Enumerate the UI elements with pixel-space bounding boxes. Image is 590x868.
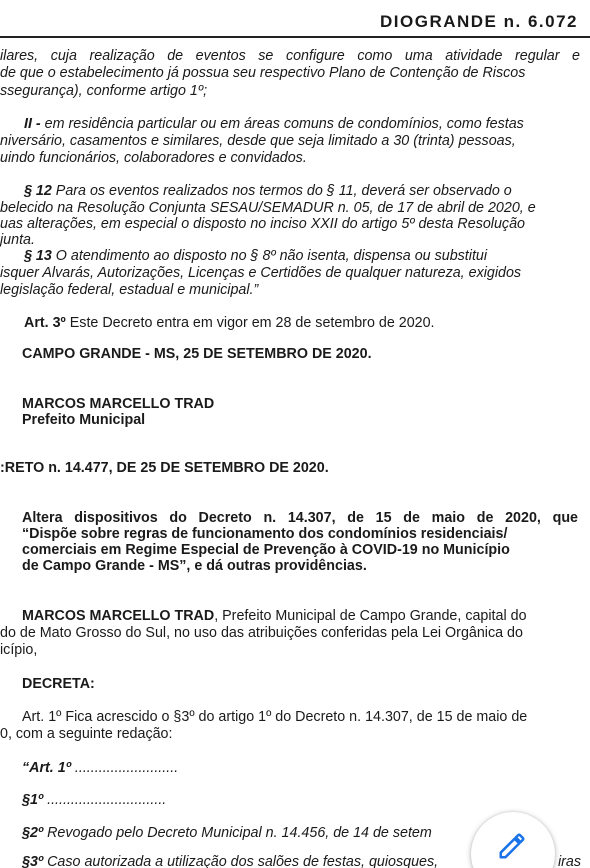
paragraph-mark: §2º [22,825,44,841]
text-line: junta. [0,232,35,248]
text-line: iras [558,854,582,868]
text-line: de que o estabelecimento já possua seu respectivo Plano de Contenção de Riscos [0,65,526,81]
text-line: icípio, [0,642,38,658]
paragraph-mark: §1º [22,792,44,808]
text-line: ssegurança), conforme artigo 1º; [0,83,208,99]
summary-line: comerciais em Regime Especial de Prevenção à COVID-19 no Município [22,542,510,558]
summary-line: de Campo Grande - MS”, e dá outras providências. [22,558,367,574]
text-line: do de Mato Grosso do Sul, no uso das atribuições conferidas pela Lei Orgânica do [0,625,523,641]
decreta-heading: DECRETA: [22,676,95,692]
text-line: legislação federal, estadual e municipal.” [0,282,259,298]
paragraph-mark: § 12 [24,183,52,199]
text-line: Art. 1º Fica acrescido o §3º do artigo 1º do Decreto n. 14.307, de 15 de maio de [22,709,528,725]
text-line: §3º Caso autorizada a utilização dos salões de festas, quiosques, [22,854,439,868]
text-line: MARCOS MARCELLO TRAD, Prefeito Municipal de Campo Grande, capital do [22,608,527,624]
text-line: uindo funcionários, colaboradores e convidados. [0,150,307,166]
text-line: II - em residência particular ou em áreas comuns de condomínios, como festas [24,116,524,132]
summary-line: “Dispõe sobre regras de funcionamento dos condomínios residenciais/ [22,526,508,542]
place-date: CAMPO GRANDE - MS, 25 DE SETEMBRO DE 2020. [22,346,372,362]
text-line: belecido na Resolução Conjunta SESAU/SEMADUR n. 05, de 17 de abril de 2020, e [0,200,536,216]
text-line: Art. 3º Este Decreto entra em vigor em 28 de setembro de 2020. [24,315,435,331]
text-line: § 13 O atendimento ao disposto no § 8º não isenta, dispensa ou substitui [24,248,488,264]
pencil-icon [497,831,527,861]
text-line: “Art. 1º .......................... [22,760,179,776]
text-line: §2º Revogado pelo Decreto Municipal n. 14.456, de 14 de setem [22,825,432,841]
paragraph-mark: §3º [22,854,44,868]
summary-line: Altera dispositivos do Decreto n. 14.307, de 15 de maio de 2020, que [22,510,578,526]
text-line: ilares, cuja realização de eventos se configure como uma atividade regular e [0,48,580,64]
signer-title: Prefeito Municipal [22,412,146,428]
text-line: niversário, casamentos e similares, desde que seja limitado a 30 (trinta) pessoas, [0,133,516,149]
text-line: §1º .............................. [22,792,167,808]
paragraph-mark: § 13 [24,248,52,264]
item-label: II - [24,116,41,132]
edit-button[interactable] [471,812,555,868]
decree-title: :RETO n. 14.477, DE 25 DE SETEMBRO DE 2020. [0,460,329,476]
quoted-article-label: “Art. 1º [22,760,71,776]
article-label: Art. 3º [24,315,66,331]
text-line: uas alterações, em especial o disposto no inciso XXII do artigo 5º desta Resolução [0,216,525,232]
text-line: 0, com a seguinte redação: [0,726,173,742]
mayor-name: MARCOS MARCELLO TRAD [22,608,215,624]
text-line: isquer Alvarás, Autorizações, Licenças e Certidões de qualquer natureza, exigidos [0,265,522,281]
text-line: § 12 Para os eventos realizados nos termos do § 11, deverá ser observado o [24,183,512,199]
gazette-header: DIOGRANDE n. 6.072 [380,12,578,31]
signer-name: MARCOS MARCELLO TRAD [22,396,215,412]
header-rule [0,36,590,38]
